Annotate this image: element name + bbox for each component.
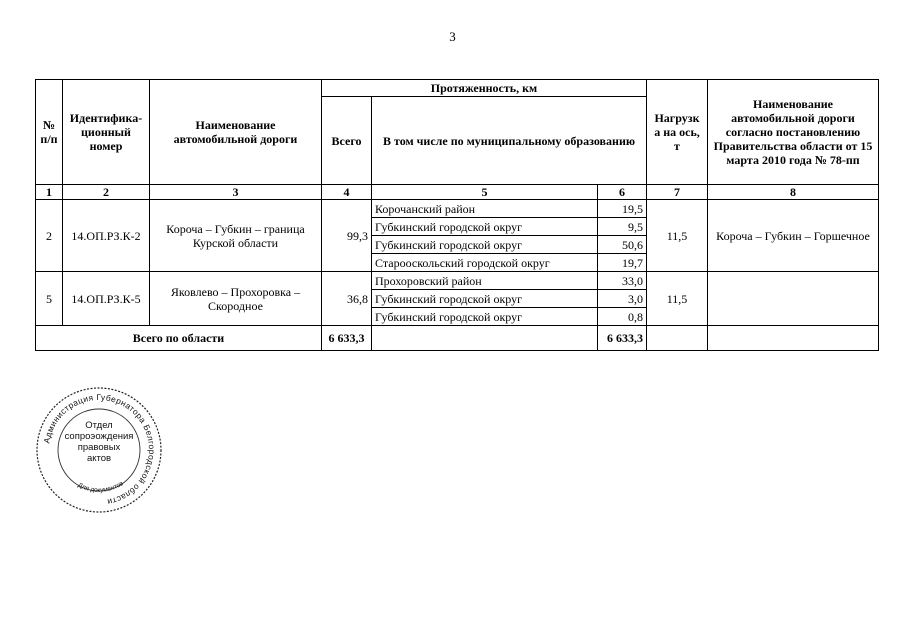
column-number: 4 bbox=[322, 185, 372, 200]
segment-district: Корочанский район bbox=[372, 200, 598, 218]
column-number: 2 bbox=[63, 185, 150, 200]
column-number: 6 bbox=[598, 185, 647, 200]
header-num: № п/п bbox=[36, 80, 63, 185]
footer-empty bbox=[708, 326, 879, 351]
old-road-name bbox=[708, 272, 879, 326]
header-axle-load: Нагрузк а на ось, т bbox=[647, 80, 708, 185]
segment-district: Губкинский городской округ bbox=[372, 236, 598, 254]
header-total: Всего bbox=[322, 97, 372, 185]
header-by-municipality: В том числе по муниципальному образованию bbox=[372, 97, 647, 185]
road-id: 14.ОП.РЗ.К-2 bbox=[63, 200, 150, 272]
segment-km: 0,8 bbox=[598, 308, 647, 326]
road-total: 99,3 bbox=[322, 200, 372, 272]
segment-km: 50,6 bbox=[598, 236, 647, 254]
svg-text:Для документов bbox=[77, 480, 126, 494]
segment-km: 19,7 bbox=[598, 254, 647, 272]
road-name: Короча – Губкин – граница Курской области bbox=[150, 200, 322, 272]
footer-segments-total: 6 633,3 bbox=[598, 326, 647, 351]
stamp-line: правовых bbox=[77, 442, 121, 453]
header-length-group: Протяженность, км bbox=[322, 80, 647, 97]
column-number: 7 bbox=[647, 185, 708, 200]
row-num: 5 bbox=[36, 272, 63, 326]
segment-km: 19,5 bbox=[598, 200, 647, 218]
road-total: 36,8 bbox=[322, 272, 372, 326]
segment-km: 9,5 bbox=[598, 218, 647, 236]
column-number: 8 bbox=[708, 185, 879, 200]
footer-label: Всего по области bbox=[36, 326, 322, 351]
column-number: 3 bbox=[150, 185, 322, 200]
roads-table bbox=[35, 79, 879, 351]
segment-district: Губкинский городской округ bbox=[372, 218, 598, 236]
header-road-name: Наименование автомобильной дороги bbox=[150, 80, 322, 185]
segment-km: 33,0 bbox=[598, 272, 647, 290]
segment-district: Старооскольский городской округ bbox=[372, 254, 598, 272]
row-num: 2 bbox=[36, 200, 63, 272]
segment-district: Губкинский городской округ bbox=[372, 308, 598, 326]
footer-total: 6 633,3 bbox=[322, 326, 372, 351]
footer-empty bbox=[372, 326, 598, 351]
column-number: 1 bbox=[36, 185, 63, 200]
road-id: 14.ОП.РЗ.К-5 bbox=[63, 272, 150, 326]
stamp-line: актов bbox=[86, 453, 112, 464]
segment-km: 3,0 bbox=[598, 290, 647, 308]
segment-district: Губкинский городской округ bbox=[372, 290, 598, 308]
page-number: 3 bbox=[449, 29, 456, 44]
footer-empty bbox=[647, 326, 708, 351]
stamp-bottom-text: Для документов bbox=[76, 480, 125, 495]
segment-district: Прохоровский район bbox=[372, 272, 598, 290]
header-id: Идентифика-ционный номер bbox=[63, 80, 150, 185]
stamp-ring-text: Администрация Губернатора Белгородской области bbox=[41, 391, 158, 508]
axle-load: 11,5 bbox=[647, 272, 708, 326]
old-road-name: Короча – Губкин – Горшечное bbox=[708, 200, 879, 272]
header-name-per-resolution: Наименование автомобильной дороги согласно постановлению Правительства области от 15 марта 2010 года № 78-пп bbox=[708, 80, 879, 185]
column-number: 5 bbox=[372, 185, 598, 200]
stamp-line: Отдел bbox=[85, 420, 113, 431]
stamp-line: сопроэождения bbox=[64, 431, 134, 442]
office-stamp bbox=[33, 384, 165, 516]
axle-load: 11,5 bbox=[647, 200, 708, 272]
stamp-center bbox=[55, 420, 143, 464]
road-name: Яковлево – Прохоровка – Скородное bbox=[150, 272, 322, 326]
